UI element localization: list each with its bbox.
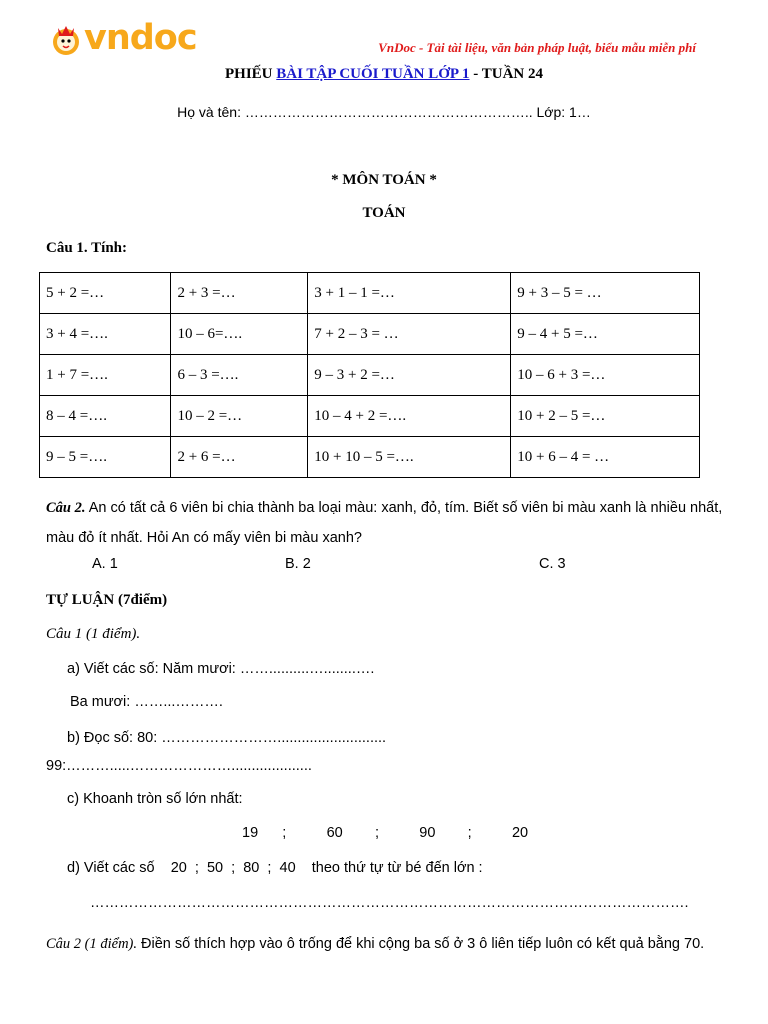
question-2-text: An có tất cả 6 viên bi chia thành ba loại màu: xanh, đỏ, tím. Biết số viên bi màu xanh là nhiều nhất, màu đỏ ít nhất. Hỏi An có mấy viên bi màu xanh?	[46, 500, 723, 546]
page-title	[0, 66, 768, 83]
subject-heading: * MÔN TOÁN *	[331, 172, 437, 188]
table-cell: 10 – 6 + 3 =…	[511, 355, 700, 396]
table-cell: 8 – 4 =….	[40, 396, 171, 437]
table-cell: 10 – 2 =…	[171, 396, 308, 437]
option-c: C. 3	[539, 556, 566, 572]
essay-q1-d-answer-line: …………………………………………………………………………………………………………….	[90, 895, 689, 911]
table-cell: 6 – 3 =….	[171, 355, 308, 396]
question-2	[46, 493, 746, 553]
essay-q1-a2: Ba mươi: ……...……….	[70, 694, 223, 710]
table-cell: 9 – 5 =….	[40, 437, 171, 478]
logo-text: vndoc	[84, 18, 197, 58]
essay-q2	[46, 930, 746, 958]
table-row	[40, 355, 700, 396]
essay-q1-c: c) Khoanh tròn số lớn nhất:	[67, 791, 243, 807]
table-row	[40, 437, 700, 478]
essay-heading: TỰ LUẬN (7điểm)	[46, 592, 168, 608]
table-row	[40, 396, 700, 437]
essay-q1-label: Câu 1 (1 điểm).	[46, 626, 141, 642]
table-cell: 10 + 10 – 5 =….	[308, 437, 511, 478]
essay-q2-text: Điền số thích hợp vào ô trống để khi cộng ba số ở 3 ô liên tiếp luôn có kết quả bằng 70.	[137, 936, 705, 952]
table-cell: 9 – 4 + 5 =…	[511, 314, 700, 355]
table-cell: 7 + 2 – 3 = …	[308, 314, 511, 355]
calculation-table	[39, 272, 700, 478]
table-cell: 10 + 6 – 4 = …	[511, 437, 700, 478]
title-prefix: PHIẾU	[225, 66, 277, 82]
table-cell: 2 + 6 =…	[171, 437, 308, 478]
question-2-label: Câu 2.	[46, 500, 86, 516]
table-cell: 3 + 4 =….	[40, 314, 171, 355]
table-cell: 9 – 3 + 2 =…	[308, 355, 511, 396]
option-b: B. 2	[285, 556, 311, 572]
table-cell: 10 + 2 – 5 =…	[511, 396, 700, 437]
table-cell: 5 + 2 =…	[40, 273, 171, 314]
essay-q1-c-numbers: 19 ; 60 ; 90 ; 20	[242, 825, 529, 841]
table-row	[40, 273, 700, 314]
essay-q1-d: d) Viết các số 20 ; 50 ; 80 ; 40 theo thứ tự từ bé đến lớn :	[67, 860, 483, 876]
name-class-row: Họ và tên: …………………………………………………….. Lớp: 1…	[177, 104, 591, 120]
mascot-icon	[48, 22, 84, 58]
essay-q1-b: b) Đọc số: 80: ……………………...........................	[67, 730, 387, 746]
essay-q1-b2: 99:……….....…………………....................	[46, 758, 312, 774]
table-cell: 2 + 3 =…	[171, 273, 308, 314]
essay-q1-a: a) Viết các số: Năm mươi: ……..........…........….	[67, 661, 375, 677]
table-cell: 10 – 4 + 2 =….	[308, 396, 511, 437]
table-cell: 1 + 7 =….	[40, 355, 171, 396]
table-row	[40, 314, 700, 355]
option-a: A. 1	[92, 556, 118, 572]
table-cell: 10 – 6=….	[171, 314, 308, 355]
subject-subheading: TOÁN	[362, 205, 406, 221]
title-link[interactable]: BÀI TẬP CUỐI TUẦN LỚP 1	[276, 66, 470, 82]
tagline: VnDoc - Tải tài liệu, văn bản pháp luật, biểu mẫu miễn phí	[378, 40, 696, 55]
table-cell: 9 + 3 – 5 = …	[511, 273, 700, 314]
title-suffix: - TUẦN 24	[469, 66, 543, 82]
vndoc-logo	[48, 18, 197, 62]
question-1-label: Câu 1. Tính:	[46, 240, 128, 256]
essay-q2-label: Câu 2 (1 điểm).	[46, 936, 138, 952]
table-cell: 3 + 1 – 1 =…	[308, 273, 511, 314]
